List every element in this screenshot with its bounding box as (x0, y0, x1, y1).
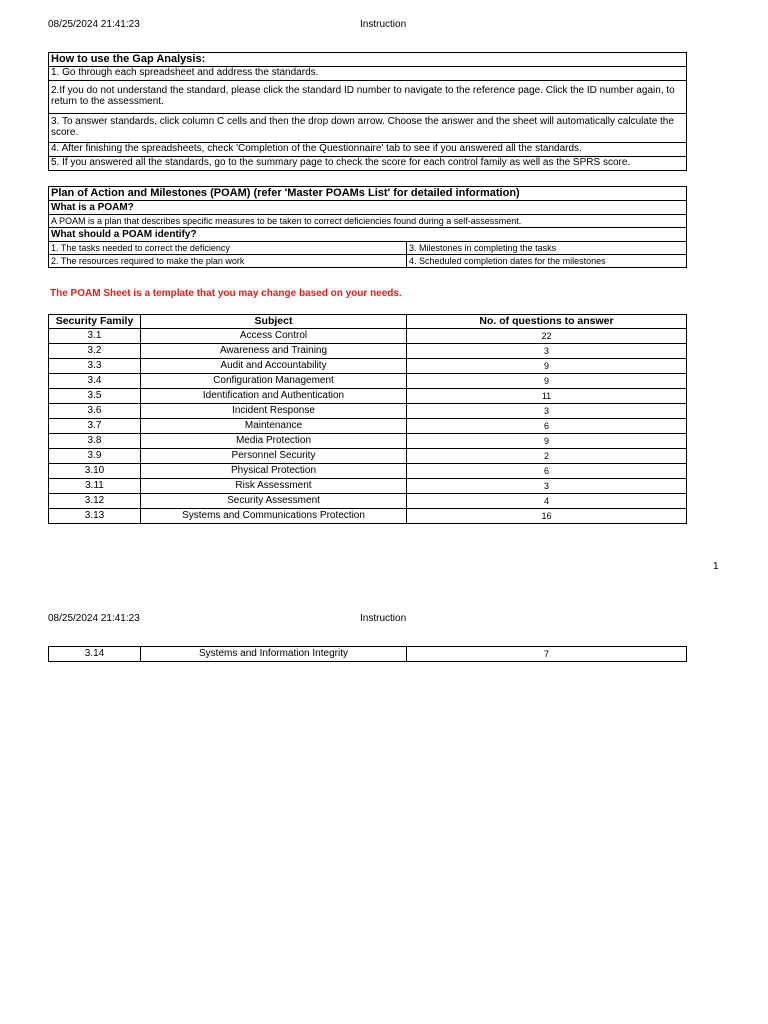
family-subject-cell: Configuration Management (141, 374, 407, 389)
question-count-cell: 3 (407, 479, 687, 494)
col-header-security-family: Security Family (49, 315, 141, 329)
family-subject-cell: Systems and Information Integrity (141, 647, 407, 662)
poam-template-note: The POAM Sheet is a template that you may change based on your needs. (50, 288, 402, 299)
gap-step: 3. To answer standards, click column C cells and then the drop down arrow. Choose the answer and the sheet will automatically calculate the score. (49, 114, 687, 143)
question-count-cell: 3 (407, 404, 687, 419)
family-id-cell: 3.2 (49, 344, 141, 359)
table-row (49, 374, 687, 389)
page-number: 1 (713, 561, 719, 572)
table-row (49, 449, 687, 464)
family-subject-cell: Identification and Authentication (141, 389, 407, 404)
table-row (49, 329, 687, 344)
poam-table (48, 186, 687, 268)
family-subject-cell: Personnel Security (141, 449, 407, 464)
question-count-cell: 4 (407, 494, 687, 509)
question-count-cell: 3 (407, 344, 687, 359)
gap-analysis-title: How to use the Gap Analysis: (49, 53, 687, 67)
col-header-question-count: No. of questions to answer (407, 315, 687, 329)
gap-step: 5. If you answered all the standards, go to the summary page to check the score for each control family as well as the SPRS score. (49, 157, 687, 171)
family-id-cell: 3.8 (49, 434, 141, 449)
poam-item: 1. The tasks needed to correct the deficiency (49, 242, 407, 255)
question-count-cell: 6 (407, 419, 687, 434)
family-id-cell: 3.5 (49, 389, 141, 404)
family-id-cell: 3.11 (49, 479, 141, 494)
poam-title: Plan of Action and Milestones (POAM) (refer 'Master POAMs List' for detailed information) (49, 187, 687, 201)
family-subject-cell: Audit and Accountability (141, 359, 407, 374)
family-subject-cell: Security Assessment (141, 494, 407, 509)
family-subject-cell: Incident Response (141, 404, 407, 419)
table-row (49, 509, 687, 524)
question-count-cell: 16 (407, 509, 687, 524)
question-count-cell: 2 (407, 449, 687, 464)
col-header-subject: Subject (141, 315, 407, 329)
gap-analysis-table (48, 52, 687, 171)
poam-what-heading: What is a POAM? (49, 201, 687, 215)
table-row (49, 647, 687, 662)
poam-what-text: A POAM is a plan that describes specific measures to be taken to correct deficiencies found during a self-assessment. (49, 215, 687, 228)
security-family-table (48, 314, 687, 524)
security-family-table-continued (48, 646, 687, 662)
question-count-cell: 6 (407, 464, 687, 479)
family-id-cell: 3.10 (49, 464, 141, 479)
family-id-cell: 3.9 (49, 449, 141, 464)
question-count-cell: 9 (407, 434, 687, 449)
gap-step: 1. Go through each spreadsheet and address the standards. (49, 67, 687, 81)
question-count-cell: 7 (407, 647, 687, 662)
poam-item: 2. The resources required to make the plan work (49, 255, 407, 268)
poam-item: 4. Scheduled completion dates for the milestones (407, 255, 687, 268)
family-id-cell: 3.13 (49, 509, 141, 524)
family-id-cell: 3.3 (49, 359, 141, 374)
table-row (49, 404, 687, 419)
family-subject-cell: Access Control (141, 329, 407, 344)
poam-identify-heading: What should a POAM identify? (49, 228, 687, 242)
table-row (49, 434, 687, 449)
table-row (49, 419, 687, 434)
family-subject-cell: Awareness and Training (141, 344, 407, 359)
family-id-cell: 3.1 (49, 329, 141, 344)
print-datetime: 08/25/2024 21:41:23 (48, 19, 140, 30)
family-id-cell: 3.12 (49, 494, 141, 509)
print-datetime: 08/25/2024 21:41:23 (48, 613, 140, 624)
family-subject-cell: Maintenance (141, 419, 407, 434)
question-count-cell: 9 (407, 359, 687, 374)
table-row (49, 479, 687, 494)
question-count-cell: 22 (407, 329, 687, 344)
question-count-cell: 9 (407, 374, 687, 389)
table-row (49, 494, 687, 509)
gap-step: 4. After finishing the spreadsheets, check 'Completion of the Questionnaire' tab to see if you answered all the standards. (49, 143, 687, 157)
family-id-cell: 3.4 (49, 374, 141, 389)
poam-item: 3. Milestones in completing the tasks (407, 242, 687, 255)
family-id-cell: 3.7 (49, 419, 141, 434)
family-subject-cell: Media Protection (141, 434, 407, 449)
question-count-cell: 11 (407, 389, 687, 404)
table-row (49, 464, 687, 479)
table-row (49, 344, 687, 359)
sheet-name: Instruction (360, 19, 407, 30)
family-subject-cell: Systems and Communications Protection (141, 509, 407, 524)
family-subject-cell: Physical Protection (141, 464, 407, 479)
table-row (49, 359, 687, 374)
sheet-name: Instruction (360, 613, 407, 624)
family-subject-cell: Risk Assessment (141, 479, 407, 494)
table-row (49, 389, 687, 404)
gap-step: 2.If you do not understand the standard, please click the standard ID number to navigate to the reference page. Click the ID number again, to return to the assessment. (49, 81, 687, 114)
family-id-cell: 3.6 (49, 404, 141, 419)
family-id-cell: 3.14 (49, 647, 141, 662)
